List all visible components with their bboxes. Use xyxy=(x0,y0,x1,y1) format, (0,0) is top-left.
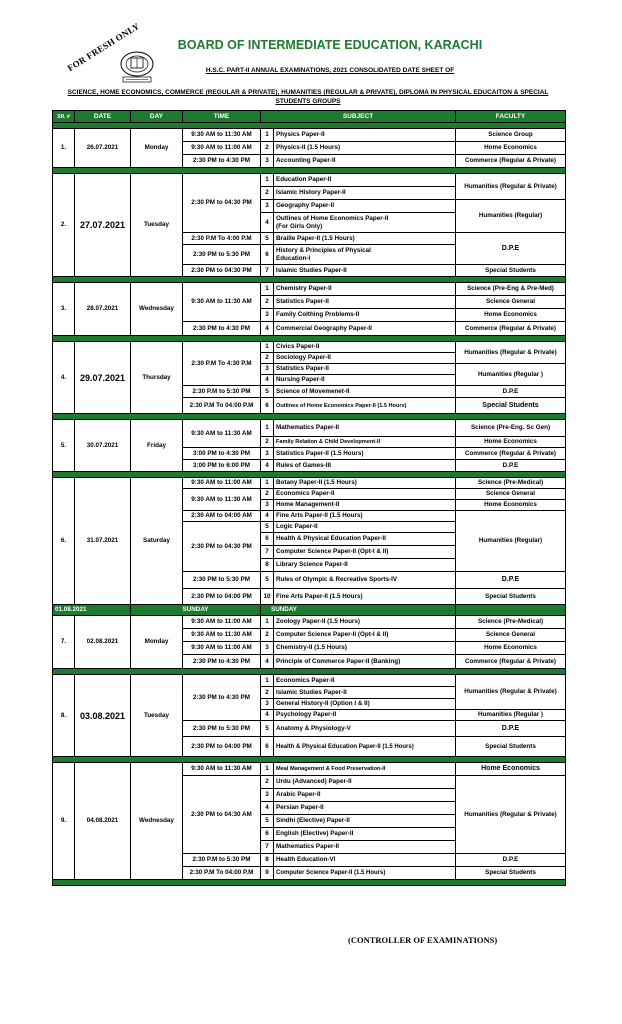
time-cell: 2:30 PM to 04:30 PM xyxy=(183,265,261,277)
day-cell: Wednesday xyxy=(131,283,183,336)
faculty-cell: Humanities (Regular & Private) xyxy=(456,342,566,364)
table-row: 2:30 AM to 04:00 AM 4 Fine Arts Paper-II (1.5 Hours) Humanities (Regular) xyxy=(53,511,566,522)
time-cell: 2:30 PM to 04:30 PM xyxy=(183,522,261,572)
faculty-cell: Science (Pre-Eng & Pre-Med) xyxy=(456,283,566,296)
subject-cell: Health & Physical Education Paper-II (1.5 Hours) xyxy=(274,737,456,757)
faculty-cell: D.P.E xyxy=(456,721,566,737)
table-row: 2:30 P.M to 5:30 PM 8 Health Education-VI D.P.E xyxy=(53,854,566,867)
subject-cell: Chemistry Paper-II xyxy=(274,283,456,296)
table-row: 2 Islamic Studies Paper-II xyxy=(53,687,566,699)
table-row xyxy=(53,129,566,142)
date-cell: 02.08.2021 xyxy=(75,616,131,669)
subject-cell: Braille Paper-II (1.5 Hours) xyxy=(274,233,456,245)
table-row: 3 General History-II (Option I & II) xyxy=(53,699,566,710)
time-cell: 2:30 PM to 04:30 PM xyxy=(183,174,261,233)
subject-cell: Commercial Geography Paper-II xyxy=(274,322,456,336)
subject-cell: Logic Paper-II xyxy=(274,522,456,533)
table-row: 5 Sindhi (Elective) Paper-II xyxy=(53,815,566,828)
exam-subtitle: H.S.C. PART-II ANNUAL EXAMINATIONS, 2021 CONSOLIDATED DATE SHEET OF xyxy=(205,67,455,74)
header-sr: SR. # xyxy=(53,111,75,123)
subject-cell: English (Elective) Paper-II xyxy=(274,828,456,841)
time-cell: 2:30 P.M to 5:30 PM xyxy=(183,386,261,398)
faculty-cell: Special Students xyxy=(456,398,566,414)
num-cell: 1 xyxy=(261,616,274,629)
table-row: 2:30 P.M to 5:30 PM 5 Science of Movemenet-II D.P.E xyxy=(53,386,566,398)
day-cell: Tuesday xyxy=(131,174,183,277)
sunday-day-2: SUNDAY xyxy=(261,605,456,616)
table-row: 2 Sociology Paper-II xyxy=(53,353,566,364)
faculty-cell: Home Economics xyxy=(456,437,566,448)
num-cell: 2 xyxy=(261,142,274,155)
subject-cell: Family Relation & Child Development-II xyxy=(274,437,456,448)
subject-cell: Arabic Paper-II xyxy=(274,789,456,802)
table-row: 2:30 P.M To 4:00 P.M 5 Braille Paper-II (1.5 Hours) D.P.E xyxy=(53,233,566,245)
subject-cell: Statistics Paper-II (1.5 Hours) xyxy=(274,448,456,460)
table-row: 2:30 P.M To 04:00 P.M 9 Computer Science Paper-II (1.5 Hours) Special Students xyxy=(53,867,566,880)
date-cell: 27.07.2021 xyxy=(75,174,131,277)
date-cell: 26.07.2021 xyxy=(75,129,131,168)
faculty-cell: Humanities (Regular) xyxy=(456,511,566,572)
header-time: TIME xyxy=(183,111,261,123)
time-cell: 2:30 P.M To 04:00 P.M xyxy=(183,398,261,414)
page-title: BOARD OF INTERMEDIATE EDUCATION, KARACHI xyxy=(177,38,483,52)
faculty-cell: Humanities (Regular & Private) xyxy=(456,776,566,854)
faculty-cell: Commerce (Regular & Private) xyxy=(456,448,566,460)
subject-cell: Rules of Games-III xyxy=(274,460,456,472)
faculty-cell: Special Students xyxy=(456,265,566,277)
num-cell: 2 xyxy=(261,629,274,642)
faculty-cell: Home Economics xyxy=(456,642,566,655)
faculty-cell: Humanities (Regular & Private) xyxy=(456,174,566,200)
faculties-line: SCIENCE, HOME ECONOMICS, COMMERCE (REGULAR & PRIVATE), HUMANITIES (REGULAR & PRIVATE), DIPLOMA IN PHYSICAL EDUCAITON & SPECIAL STUDENTS GROUPS xyxy=(67,89,549,105)
table-row: 6. 31.07.2021 Saturday 9:30 AM to 11:00 AM 1 Botany Paper-II (1.5 Hours) Science (Pre-Medical) xyxy=(53,478,566,489)
subject-cell: Mathematics Paper-II xyxy=(274,420,456,437)
time-cell: 9:30 AM to 11:30 AM xyxy=(183,129,261,142)
subject-cell: Botany Paper-II (1.5 Hours) xyxy=(274,478,456,489)
header-faculty: FACULTY xyxy=(456,111,566,123)
subject-cell: Statistics Paper-II xyxy=(274,296,456,309)
subject-cell: Nursing Paper-II xyxy=(274,375,456,386)
subject-cell: Geography Paper-II xyxy=(274,200,456,213)
time-cell: 2:30 P.M To 04:00 P.M xyxy=(183,867,261,880)
table-row: 7 Mathematics Paper-II xyxy=(53,841,566,854)
table-row: 6 Health & Physical Education Paper-II xyxy=(53,533,566,546)
time-cell: 2:30 PM to 4:30 PM xyxy=(183,322,261,336)
subject-cell: Health Education-VI xyxy=(274,854,456,867)
faculty-cell: D.P.E xyxy=(456,854,566,867)
faculty-cell: Science (Pre-Medical) xyxy=(456,478,566,489)
table-row: 4 Outlines of Home Economics Paper-II (For Girls Only) xyxy=(53,213,566,233)
day-cell: Monday xyxy=(131,616,183,669)
date-cell: 04.08.2021 xyxy=(75,763,131,880)
faculty-cell: Home Economics xyxy=(456,763,566,776)
subject-cell: Economics Paper-II xyxy=(274,489,456,500)
table-row: 8. 03.08.2021 Tuesday 2:30 PM to 4:30 PM 1 Economics Paper-II Humanities (Regular & Private) xyxy=(53,675,566,687)
header-subject: SUBJECT xyxy=(261,111,456,123)
subject-cell: Fine Arts Paper-II (1.5 Hours) xyxy=(274,511,456,522)
table-row: 2 Statistics Paper-II Science General xyxy=(53,296,566,309)
num-cell: 3 xyxy=(261,155,274,168)
sr-cell: 6. xyxy=(53,478,75,605)
subject-cell: Computer Science Paper-II (Opt-I & II) xyxy=(274,546,456,559)
subject-cell: Accounting Paper-II xyxy=(274,155,456,168)
table-row: 4 Nursing Paper-II xyxy=(53,375,566,386)
faculty-cell: Special Students xyxy=(456,737,566,757)
time-cell: 2:30 PM to 4:30 PM xyxy=(183,155,261,168)
table-row: 2:30 PM to 4:30 PM 4 Commercial Geography Paper-II Commerce (Regular & Private) xyxy=(53,322,566,336)
subject-cell: Islamic Studies Paper-II xyxy=(274,265,456,277)
day-cell: Wednesday xyxy=(131,763,183,880)
faculty-cell: Home Economics xyxy=(456,309,566,322)
table-row: 2:30 PM to 5:30 PM 6 History & Principles of Physical Education-I xyxy=(53,245,566,265)
subject-cell: Fine Arts Paper-II (1.5 Hours) xyxy=(274,589,456,605)
subject-cell: Sindhi (Elective) Paper-II xyxy=(274,815,456,828)
subject-cell: Persian Paper-II xyxy=(274,802,456,815)
header-row xyxy=(53,111,566,123)
num-cell: 1 xyxy=(261,129,274,142)
time-cell: 3:00 PM to 4:30 PM xyxy=(183,448,261,460)
subject-cell: History & Principles of Physical Education-I xyxy=(274,245,456,265)
subject-cell: Urdu (Advanced) Paper-II xyxy=(274,776,456,789)
sr-cell: 9. xyxy=(53,763,75,880)
table-row: 2 Family Relation & Child Development-II Home Economics xyxy=(53,437,566,448)
faculty-cell: Home Economics xyxy=(456,142,566,155)
table-row: 2:30 PM to 04:30 AM 2 Urdu (Advanced) Paper-II Humanities (Regular & Private) xyxy=(53,776,566,789)
time-cell: 2:30 PM to 04:00 PM xyxy=(183,589,261,605)
table-row xyxy=(53,616,566,629)
sunday-date: 01.08.2021 xyxy=(53,605,131,616)
subject-cell: Civics Paper-II xyxy=(274,342,456,353)
subject-cell: Statistics Paper-II xyxy=(274,364,456,375)
sunday-day: SUNDAY xyxy=(131,605,261,616)
faculty-cell: Science General xyxy=(456,489,566,500)
table-row: 2:30 P.M To 04:00 P.M 6 Outlines of Home Economics Paper-II (1.5 Hours) Special Students xyxy=(53,398,566,414)
sr-cell: 3. xyxy=(53,283,75,336)
table-row: 6 English (Elective) Paper-II xyxy=(53,828,566,841)
sr-cell: 1. xyxy=(53,129,75,168)
subject-cell: Home Management-II xyxy=(274,500,456,511)
faculty-cell: Science General xyxy=(456,296,566,309)
faculty-cell: Commerce (Regular & Private) xyxy=(456,655,566,669)
table-row: 4 Psychology Paper-II Humanities (Regular ) xyxy=(53,710,566,721)
subject-cell: Physics-II (1.5 Hours) xyxy=(274,142,456,155)
date-cell: 30.07.2021 xyxy=(75,420,131,472)
date-sheet-table xyxy=(52,110,566,886)
num-cell: 3 xyxy=(261,642,274,655)
date-cell: 03.08.2021 xyxy=(75,675,131,757)
date-cell: 31.07.2021 xyxy=(75,478,131,605)
time-cell: 9:30 AM to 11:30 AM xyxy=(183,283,261,322)
subject-cell: Economics Paper-II xyxy=(274,675,456,687)
faculty-cell: Science (Pre-Eng. Sc Gen) xyxy=(456,420,566,437)
subject-cell: Sociology Paper-II xyxy=(274,353,456,364)
time-cell: 2:30 PM to 04:30 AM xyxy=(183,776,261,854)
table-row: 8 Library Science Paper-II xyxy=(53,559,566,572)
subject-cell: Psychology Paper-II xyxy=(274,710,456,721)
table-row: 9. 04.08.2021 Wednesday 9:30 AM to 11:30 AM 1 Meal Management & Food Preservation-II Home Economics xyxy=(53,763,566,776)
table-row: 2. 27.07.2021 Tuesday 2:30 PM to 04:30 PM 1 Education Paper-II Humanities (Regular & Private) xyxy=(53,174,566,187)
subject-cell: Science of Movemenet-II xyxy=(274,386,456,398)
num-cell: 10 xyxy=(261,589,274,605)
subject-cell: Anatomy & Physiology-V xyxy=(274,721,456,737)
sunday-row xyxy=(53,605,566,616)
faculty-cell: Science (Pre-Medical) xyxy=(456,616,566,629)
time-cell: 2:30 PM to 5:30 PM xyxy=(183,721,261,737)
time-cell: 2:30 PM to 5:30 PM xyxy=(183,572,261,589)
faculty-cell: Home Economics xyxy=(456,500,566,511)
subject-cell: Physics Paper-II xyxy=(274,129,456,142)
table-row: 3. 28.07.2021 Wednesday 9:30 AM to 11:30 AM 1 Chemistry Paper-II Science (Pre-Eng & Pre-Med) xyxy=(53,283,566,296)
time-cell: 9:30 AM to 11:00 AM xyxy=(183,616,261,629)
table-row: 3:00 PM to 4:30 PM 3 Statistics Paper-II (1.5 Hours) Commerce (Regular & Private) xyxy=(53,448,566,460)
subject-cell: Principle of Commerce Paper-II (Banking) xyxy=(274,655,456,669)
faculty-cell: Special Students xyxy=(456,589,566,605)
time-cell: 9:30 AM to 11:00 AM xyxy=(183,642,261,655)
time-cell: 2:30 P.M To 4:00 P.M xyxy=(183,233,261,245)
faculty-cell: Commerce (Regular & Private) xyxy=(456,322,566,336)
table-row: 2 Islamic History Paper-II xyxy=(53,187,566,200)
table-row: 2:30 PM to 04:00 PM 6 Health & Physical Education Paper-II (1.5 Hours) Special Students xyxy=(53,737,566,757)
faculty-cell: Science General xyxy=(456,629,566,642)
day-cell: Monday xyxy=(131,129,183,168)
num-cell: 5 xyxy=(261,572,274,589)
sr-cell: 7. xyxy=(53,616,75,669)
faculty-cell: Humanities (Regular ) xyxy=(456,710,566,721)
time-cell: 2:30 PM to 4:30 PM xyxy=(183,655,261,669)
sr-cell: 5. xyxy=(53,420,75,472)
header-date: DATE xyxy=(75,111,131,123)
time-cell: 2:30 AM to 04:00 AM xyxy=(183,511,261,522)
table-row: 2:30 PM to 04:30 PM 5 Logic Paper-II xyxy=(53,522,566,533)
table-row: 7 Computer Science Paper-II (Opt-I & II) xyxy=(53,546,566,559)
day-cell: Saturday xyxy=(131,478,183,605)
faculty-cell: Humanities (Regular ) xyxy=(456,364,566,386)
table-row: 2:30 PM to 04:30 PM 7 Islamic Studies Paper-II Special Students xyxy=(53,265,566,277)
subject-cell: Library Science Paper-II xyxy=(274,559,456,572)
faculty-cell: Commerce (Regular & Private) xyxy=(456,155,566,168)
table-row: 4. 29.07.2021 Thursday 2:30 P.M To 4:30 P.M 1 Civics Paper-II Humanities (Regular & Private) xyxy=(53,342,566,353)
day-cell: Friday xyxy=(131,420,183,472)
sr-cell: 4. xyxy=(53,342,75,414)
subject-cell: Outlines of Home Economics Paper-II (For Girls Only) xyxy=(274,213,456,233)
subject-cell: Computer Science Paper-II (1.5 Hours) xyxy=(274,867,456,880)
subject-cell: Islamic History Paper-II xyxy=(274,187,456,200)
date-cell: 28.07.2021 xyxy=(75,283,131,336)
faculty-cell: Special Students xyxy=(456,867,566,880)
day-cell: Tuesday xyxy=(131,675,183,757)
table-row: 9:30 AM to 11:30 AM 2 Economics Paper-II Science General xyxy=(53,489,566,500)
faculty-cell: D.P.E xyxy=(456,460,566,472)
time-cell: 2:30 P.M to 5:30 PM xyxy=(183,854,261,867)
faculty-cell: D.P.E xyxy=(456,233,566,265)
subject-cell: Family Colthing Problems-II xyxy=(274,309,456,322)
time-cell: 9:30 AM to 11:30 AM xyxy=(183,489,261,511)
faculty-cell: D.P.E xyxy=(456,386,566,398)
header-day: DAY xyxy=(131,111,183,123)
faculty-cell: Science Group xyxy=(456,129,566,142)
table-row: 3:00 PM to 6:00 PM 4 Rules of Games-III D.P.E xyxy=(53,460,566,472)
controller-signature-line: (CONTROLLER OF EXAMINATIONS) xyxy=(348,935,498,945)
time-cell: 9:30 AM to 11:30 AM xyxy=(183,629,261,642)
faculty-cell: D.P.E xyxy=(456,572,566,589)
table-row: 5. 30.07.2021 Friday 9:30 AM to 11:30 AM 1 Mathematics Paper-II Science (Pre-Eng. Sc Gen) xyxy=(53,420,566,437)
subject-cell: Islamic Studies Paper-II xyxy=(274,687,456,699)
time-cell: 2:30 PM to 5:30 PM xyxy=(183,245,261,265)
date-cell: 29.07.2021 xyxy=(75,342,131,414)
subject-cell: Zoology Paper-II (1.5 Hours) xyxy=(274,616,456,629)
subject-cell: Computer Science Paper-II (Opt-I & II) xyxy=(274,629,456,642)
time-cell: 9:30 AM to 11:30 AM xyxy=(183,763,261,776)
num-cell: 4 xyxy=(261,655,274,669)
subject-cell: Education Paper-II xyxy=(274,174,456,187)
subject-cell: General History-II (Option I & II) xyxy=(274,699,456,710)
faculty-cell: Humanities (Regular) xyxy=(456,200,566,233)
sr-cell: 2. xyxy=(53,174,75,277)
faculty-cell: Humanities (Regular & Private) xyxy=(456,675,566,710)
sr-cell: 8. xyxy=(53,675,75,757)
table-row: 2:30 PM to 5:30 PM 5 Anatomy & Physiology-V D.P.E xyxy=(53,721,566,737)
subject-cell: Rules of Olympic & Recreative Sports-IV xyxy=(274,572,456,589)
for-fresh-only-stamp: FOR FRESH ONLY xyxy=(65,20,142,74)
subject-cell: Chemistry-II (1.5 Hours) xyxy=(274,642,456,655)
time-cell: 2:30 P.M To 4:30 P.M xyxy=(183,342,261,386)
table-row: 3 Statistics Paper-II Humanities (Regular ) xyxy=(53,364,566,375)
time-cell: 3:00 PM to 6:00 PM xyxy=(183,460,261,472)
time-cell: 9:30 AM to 11:30 AM xyxy=(183,420,261,448)
subject-cell: Health & Physical Education Paper-II xyxy=(274,533,456,546)
time-cell: 9:30 AM to 11:00 AM xyxy=(183,478,261,489)
table-row: 3 Home Management-II Home Economics xyxy=(53,500,566,511)
table-row: 3 Arabic Paper-II xyxy=(53,789,566,802)
subject-cell: Mathematics Paper-II xyxy=(274,841,456,854)
time-cell: 9:30 AM to 11:00 AM xyxy=(183,142,261,155)
table-row: 3 Geography Paper-II Humanities (Regular) xyxy=(53,200,566,213)
day-cell: Thursday xyxy=(131,342,183,414)
table-row: 3 Family Colthing Problems-II Home Economics xyxy=(53,309,566,322)
time-cell: 2:30 PM to 4:30 PM xyxy=(183,675,261,721)
subject-cell: Outlines of Home Economics Paper-II (1.5 Hours) xyxy=(274,398,456,414)
subject-cell: Meal Management & Food Preservation-II xyxy=(274,763,456,776)
time-cell: 2:30 PM to 04:00 PM xyxy=(183,737,261,757)
table-row: 4 Persian Paper-II xyxy=(53,802,566,815)
